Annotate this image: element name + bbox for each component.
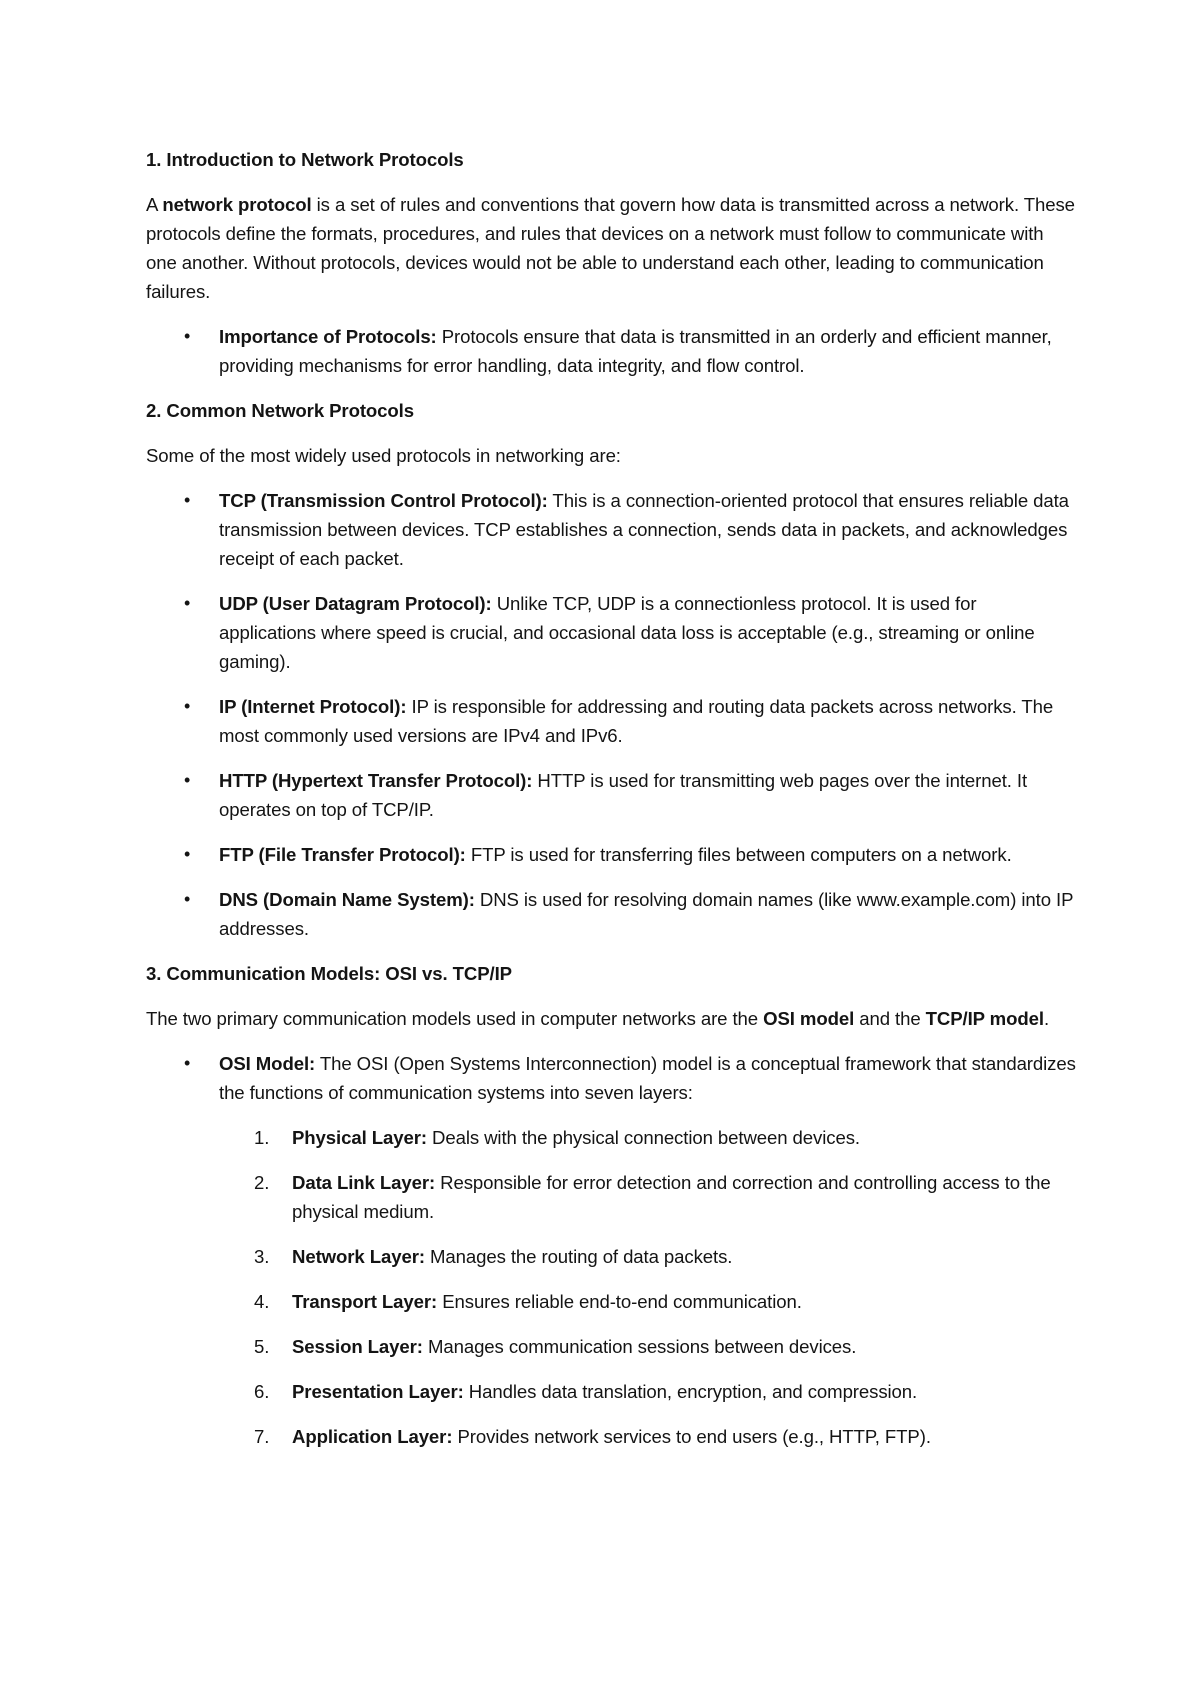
protocols-intro-paragraph: Some of the most widely used protocols in networking are: — [146, 445, 621, 466]
bullet-item-osi-model — [146, 1049, 1076, 1451]
bullet-text: DNS is used for resolving domain names (like www.example.com) into IP addresses. — [219, 889, 1074, 939]
bullet-term: UDP (User Datagram Protocol): — [219, 593, 492, 614]
layer-text: Deals with the physical connection between devices. — [426, 1127, 860, 1148]
bullet-item-ftp — [146, 840, 1076, 869]
layer-term: Data Link Layer: — [292, 1172, 436, 1193]
importance-bullet-list — [146, 322, 1076, 380]
osi-layer-list — [219, 1123, 1076, 1451]
bullet-text: Protocols ensure that data is transmitted in an orderly and efficient manner, providing mechanisms for error handling, data integrity, and flow control. — [219, 326, 1052, 376]
layer-text: Handles data translation, encryption, and compression. — [463, 1381, 918, 1402]
models-bullet-list — [146, 1049, 1076, 1451]
layer-term: Presentation Layer: — [292, 1381, 464, 1402]
section-heading-communication-models: 3. Communication Models: OSI vs. TCP/IP — [146, 963, 512, 984]
list-number: 6. — [254, 1381, 270, 1402]
protocol-bullet-list — [146, 486, 1076, 943]
bullet-item-ip — [146, 692, 1076, 750]
bullet-text: IP is responsible for addressing and routing data packets across networks. The most commonly used versions are IPv4 and IPv6. — [219, 696, 1054, 746]
layer-term: Session Layer: — [292, 1336, 423, 1357]
layer-text: Ensures reliable end-to-end communication. — [437, 1291, 802, 1312]
bullet-text: The OSI (Open Systems Interconnection) model is a conceptual framework that standardizes the functions of communication systems into seven layers: — [219, 1053, 1076, 1103]
bullet-icon: • — [184, 844, 191, 864]
bullet-icon: • — [184, 593, 191, 613]
bullet-icon: • — [184, 326, 191, 346]
layer-text: Manages communication sessions between devices. — [422, 1336, 857, 1357]
intro-term-network-protocol: network protocol — [162, 194, 312, 215]
bullet-item-tcp — [146, 486, 1076, 573]
bullet-text: FTP is used for transferring files between computers on a network. — [465, 844, 1012, 865]
bullet-icon: • — [184, 770, 191, 790]
bullet-term: IP (Internet Protocol): — [219, 696, 407, 717]
layer-term: Transport Layer: — [292, 1291, 438, 1312]
bullet-item-importance — [146, 322, 1076, 380]
osi-layer-physical — [219, 1123, 1076, 1152]
models-term-tcpip: TCP/IP model — [925, 1008, 1044, 1029]
layer-term: Application Layer: — [292, 1426, 453, 1447]
section-heading-common-protocols: 2. Common Network Protocols — [146, 400, 414, 421]
list-number: 4. — [254, 1291, 270, 1312]
models-intro-suffix: . — [1043, 1008, 1050, 1029]
layer-text: Responsible for error detection and correction and controlling access to the physical medium. — [292, 1172, 1051, 1222]
models-term-osi: OSI model — [763, 1008, 855, 1029]
bullet-icon: • — [184, 696, 191, 716]
bullet-icon: • — [184, 1053, 191, 1073]
layer-text: Provides network services to end users (e.g., HTTP, FTP). — [452, 1426, 931, 1447]
bullet-term: Importance of Protocols: — [219, 326, 437, 347]
list-number: 2. — [254, 1172, 270, 1193]
bullet-text: This is a connection-oriented protocol that ensures reliable data transmission between devices. TCP establishes a connection, sends data in packets, and acknowledges receipt of each packet. — [219, 490, 1069, 569]
bullet-item-dns — [146, 885, 1076, 943]
intro-paragraph — [146, 190, 1076, 306]
bullet-term: OSI Model: — [219, 1053, 316, 1074]
bullet-text: HTTP is used for transmitting web pages over the internet. It operates on top of TCP/IP. — [219, 770, 1028, 820]
intro-text: is a set of rules and conventions that govern how data is transmitted across a network. These protocols define the formats, procedures, and rules that devices on a network must follow to communicate with one another. Without protocols, devices would not be able to understand each other, leading to communication failures. — [146, 194, 1075, 302]
models-intro-middle: and the — [854, 1008, 926, 1029]
section-heading-introduction: 1. Introduction to Network Protocols — [146, 149, 464, 170]
bullet-icon: • — [184, 889, 191, 909]
list-number: 7. — [254, 1426, 270, 1447]
bullet-term: DNS (Domain Name System): — [219, 889, 475, 910]
osi-layer-application — [219, 1422, 1076, 1451]
list-number: 3. — [254, 1246, 270, 1267]
bullet-item-http — [146, 766, 1076, 824]
list-number: 5. — [254, 1336, 270, 1357]
list-number: 1. — [254, 1127, 270, 1148]
osi-layer-session — [219, 1332, 1076, 1361]
models-intro-paragraph — [146, 1004, 1076, 1033]
bullet-item-udp — [146, 589, 1076, 676]
bullet-text: Unlike TCP, UDP is a connectionless protocol. It is used for applications where speed is crucial, and occasional data loss is acceptable (e.g., streaming or online gaming). — [219, 593, 1035, 672]
layer-text: Manages the routing of data packets. — [424, 1246, 733, 1267]
layer-term: Network Layer: — [292, 1246, 425, 1267]
osi-layer-data-link — [219, 1168, 1076, 1226]
intro-prefix: A — [146, 194, 163, 215]
bullet-term: TCP (Transmission Control Protocol): — [219, 490, 548, 511]
osi-layer-transport — [219, 1287, 1076, 1316]
osi-layer-network — [219, 1242, 1076, 1271]
bullet-term: FTP (File Transfer Protocol): — [219, 844, 466, 865]
models-intro-prefix: The two primary communication models used in computer networks are the — [146, 1008, 764, 1029]
bullet-term: HTTP (Hypertext Transfer Protocol): — [219, 770, 533, 791]
osi-layer-presentation — [219, 1377, 1076, 1406]
bullet-icon: • — [184, 490, 191, 510]
layer-term: Physical Layer: — [292, 1127, 427, 1148]
document-body — [146, 145, 1076, 1467]
